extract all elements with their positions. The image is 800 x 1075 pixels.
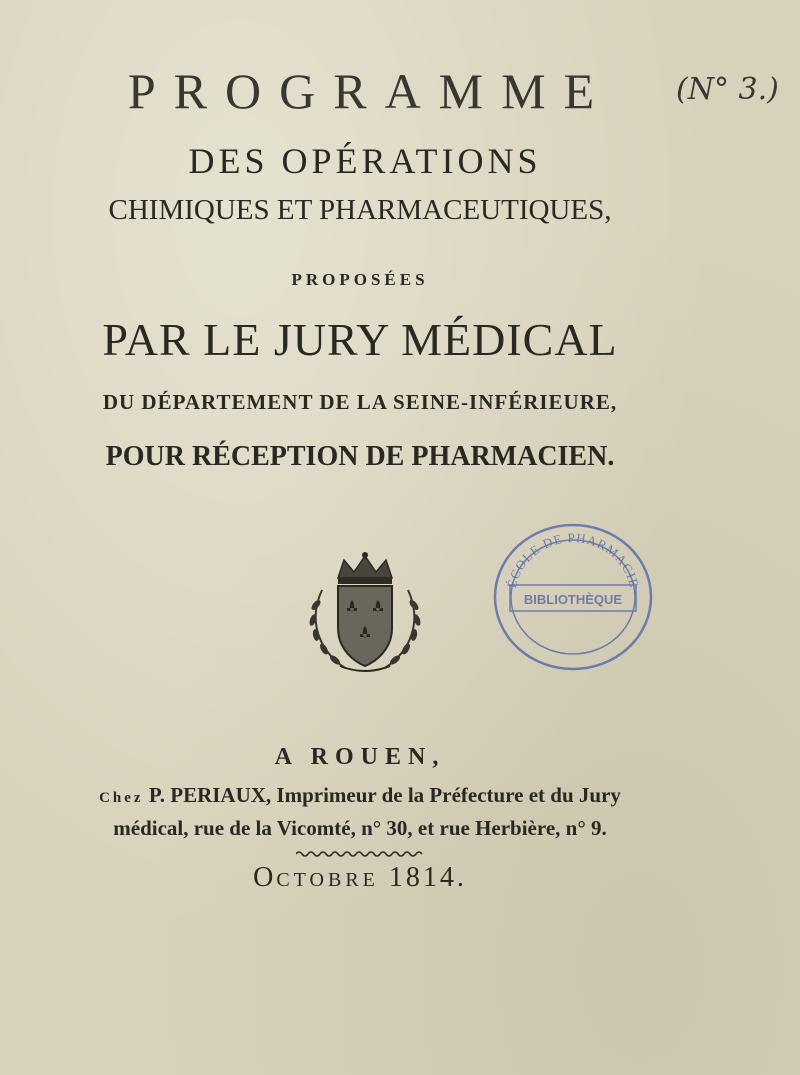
subtitle-operations: DES OPÉRATIONS [188,141,542,181]
imprint-printer-name: P. PERIAUX, Imprimeur de la Préfecture et du Jury [148,783,621,807]
imprint-city: A ROUEN, [274,744,446,770]
date-month-rest: CTOBRE [276,869,379,891]
stamp-center-text: BIBLIOTHÈQUE [523,592,623,607]
imprint-chez: Chez [99,790,144,806]
jury-line: PAR LE JURY MÉDICAL [102,314,618,365]
proposed-label: PROPOSÉES [291,270,429,289]
document-number: (N° 3.) [676,72,779,107]
imprint-address: médical, rue de la Vicomté, n° 30, et rue Herbière, n° 9. [113,816,607,840]
stamp-top-text: ÉCOLE DE PHARMACIE [503,530,643,590]
imprint-printer [40,783,680,808]
library-stamp [488,517,658,677]
document-title: PROGRAMME [127,63,613,119]
subtitle-chemical-pharmaceutical: CHIMIQUES ET PHARMACEUTIQUES, [108,194,612,226]
department-line: DU DÉPARTEMENT DE LA SEINE-INFÉRIEURE, [102,390,618,414]
date-month-initial: O [253,862,277,893]
purpose-line: POUR RÉCEPTION DE PHARMACIEN. [105,441,615,472]
ornamental-rule [296,850,426,858]
publication-date [40,862,680,894]
royal-coat-of-arms-emblem [300,550,430,675]
date-year: 1814. [388,862,467,893]
